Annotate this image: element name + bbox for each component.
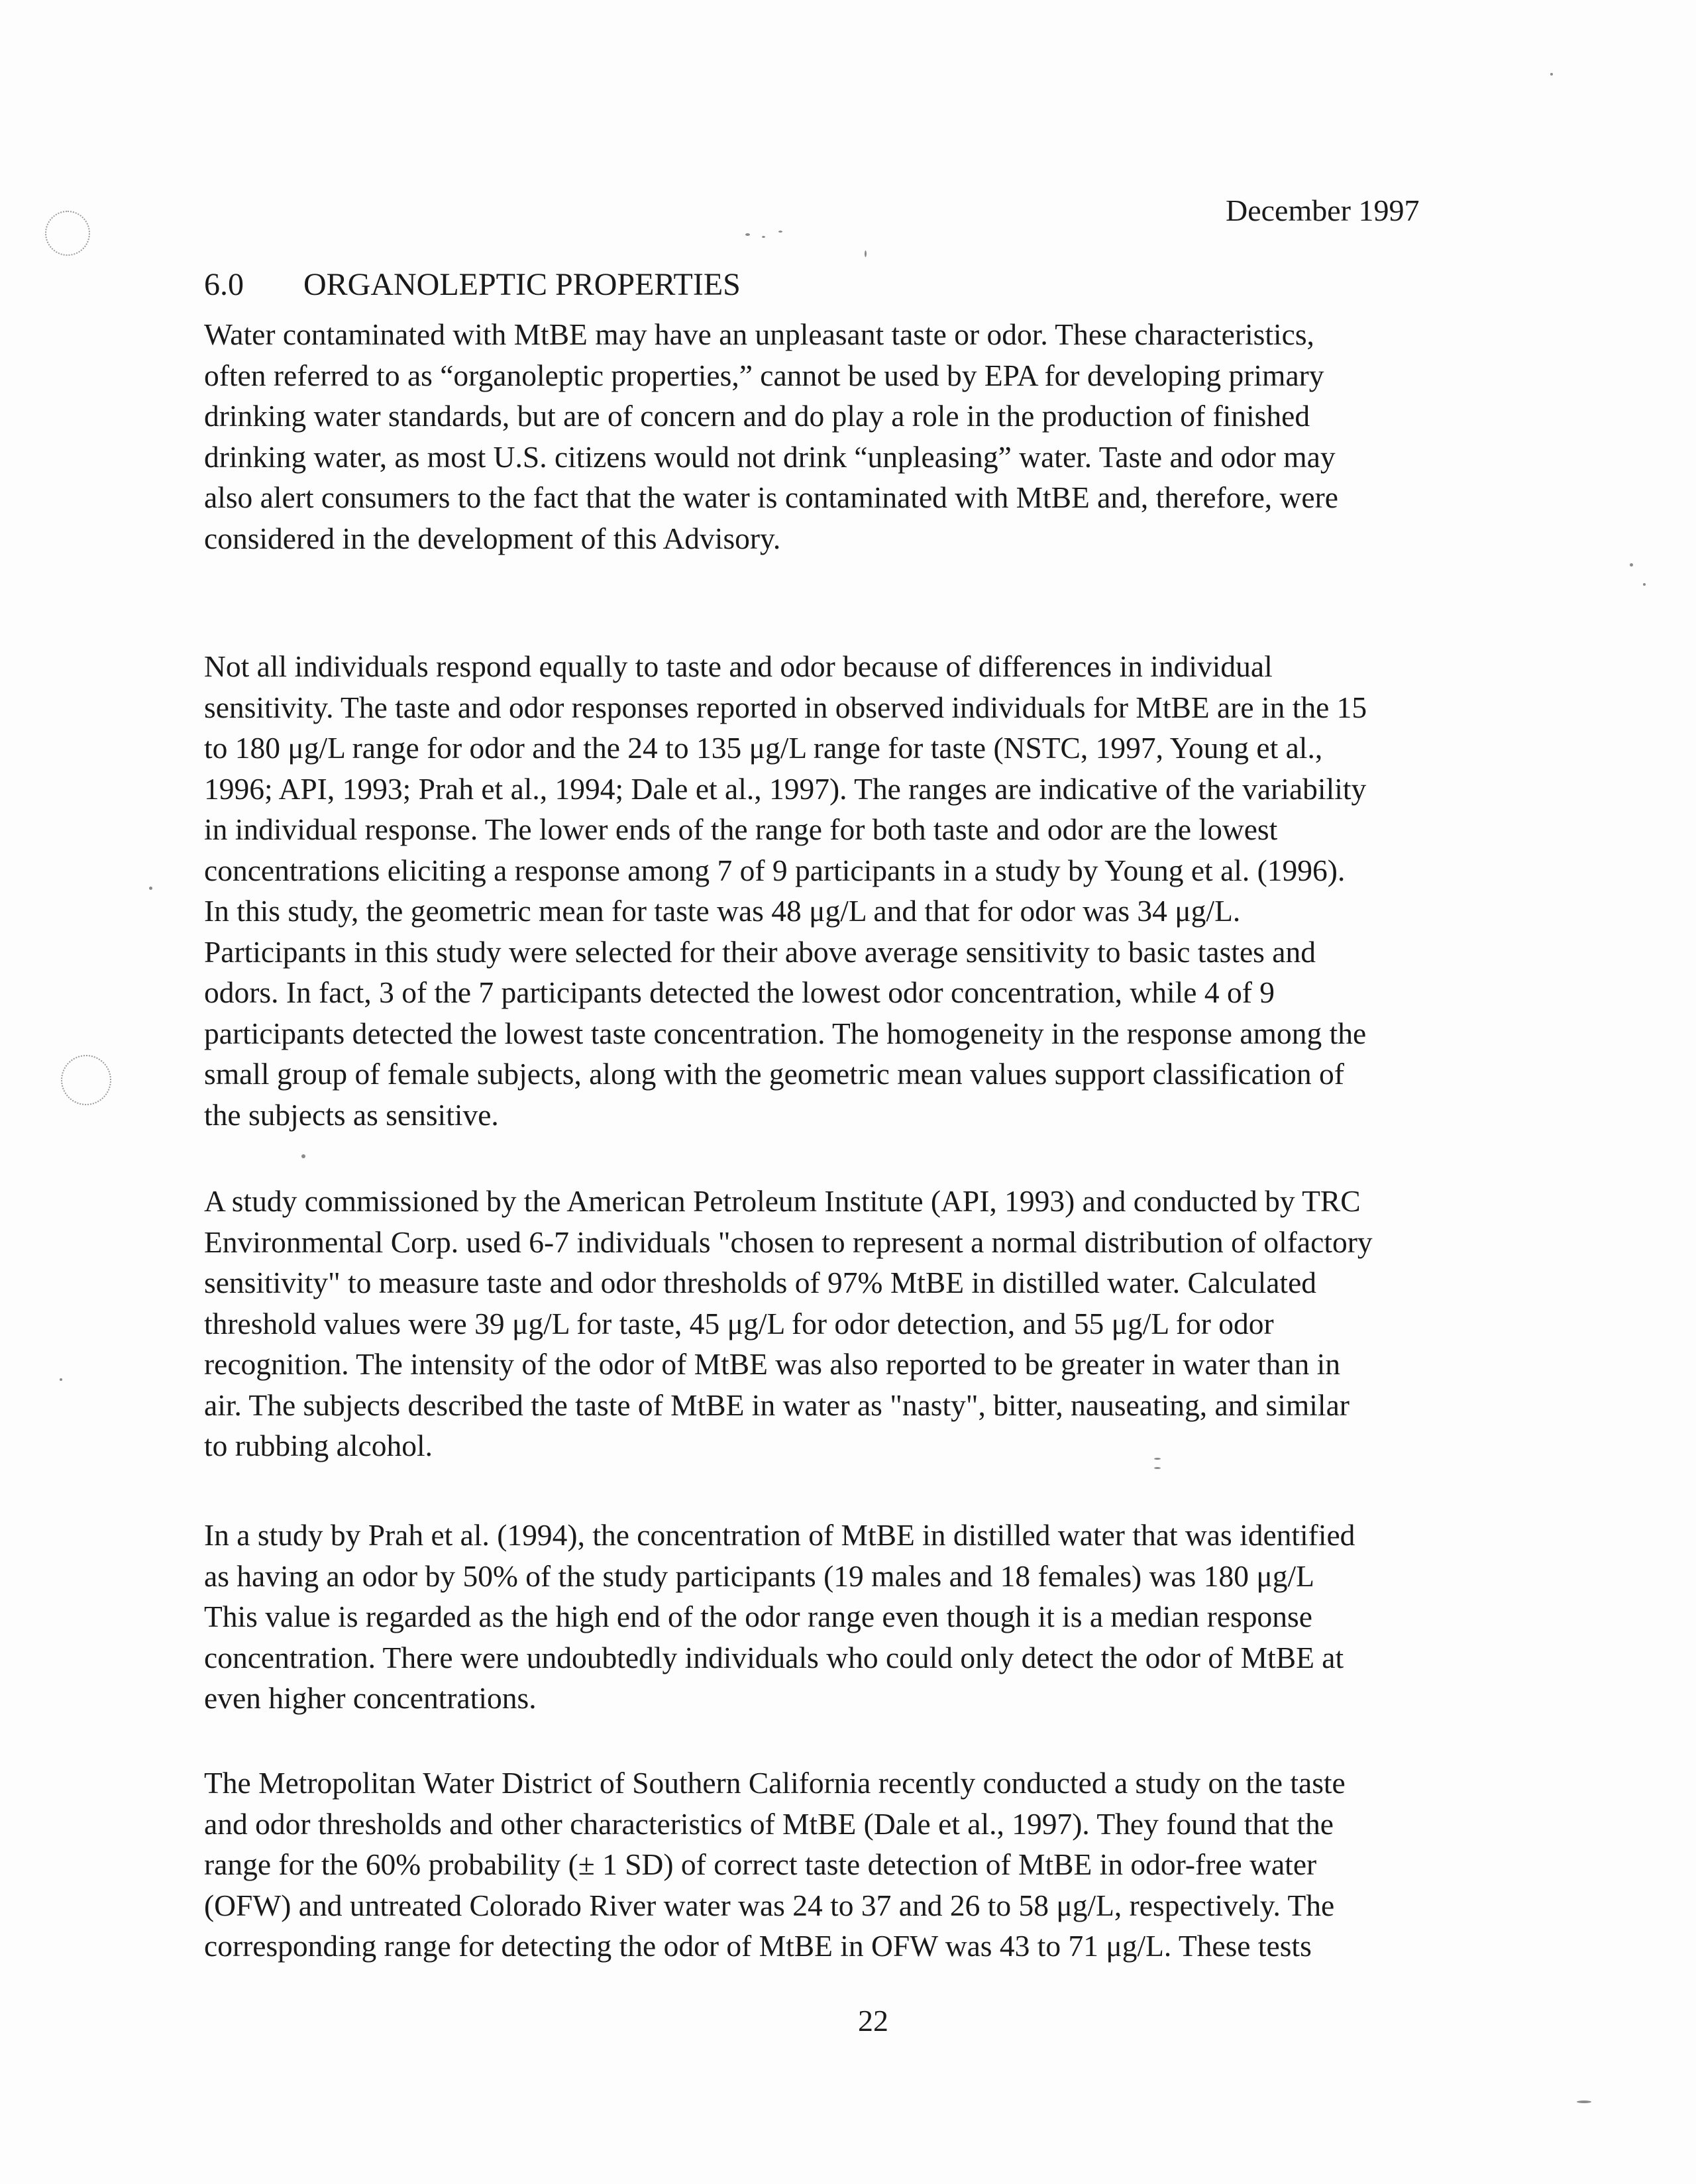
text-line: Not all individuals respond equally to taste and odor because of differences in individual [204,649,1273,683]
text-line: In this study, the geometric mean for taste was 48 μg/L and that for odor was 34 μg/L. [204,894,1241,928]
text-line: as having an odor by 50% of the study participants (19 males and 18 females) was 180 μg/L [204,1558,1314,1593]
text-line: in individual response. The lower ends of the range for both taste and odor are the lowest [204,812,1278,846]
text-line: often referred to as “organoleptic properties,” cannot be used by EPA for developing primary [204,358,1324,392]
text-line: drinking water standards, but are of concern and do play a role in the production of finished [204,399,1310,433]
page-number: 22 [858,2004,888,2038]
paragraph-api-study [204,1181,1373,1466]
scan-speck [149,887,152,890]
text-line: A study commissioned by the American Petroleum Institute (API, 1993) and conducted by TRC [204,1184,1361,1218]
punch-hole-mark [61,1055,111,1105]
scan-speck [762,236,765,238]
scan-speck [1630,563,1633,567]
section-number: 6.0 [204,267,244,302]
scan-speck [865,250,867,257]
section-heading [204,265,741,305]
text-line: concentration. There were undoubtedly individuals who could only detect the odor of MtBE at [204,1640,1344,1674]
text-line: Water contaminated with MtBE may have an unpleasant taste or odor. These characteristics, [204,317,1314,351]
text-line: the subjects as sensitive. [204,1097,499,1132]
paragraph-metropolitan-study [204,1763,1346,1967]
text-line: concentrations eliciting a response among 7 of 9 participants in a study by Young et al. (1996). [204,853,1346,887]
text-line: sensitivity. The taste and odor responses reported in observed individuals for MtBE are in the 15 [204,690,1367,724]
text-line: recognition. The intensity of the odor of MtBE was also reported to be greater in water than in [204,1347,1341,1381]
text-line: (OFW) and untreated Colorado River water was 24 to 37 and 26 to 58 μg/L, respectively. The [204,1888,1335,1922]
text-line: odors. In fact, 3 of the 7 participants detected the lowest odor concentration, while 4 of 9 [204,975,1275,1009]
scan-speck [1550,73,1553,76]
text-line: In a study by Prah et al. (1994), the concentration of MtBE in distilled water that was identified [204,1518,1355,1552]
text-line: Participants in this study were selected for their above average sensitivity to basic tastes and [204,934,1316,969]
scan-speck [745,233,750,236]
text-line: threshold values were 39 μg/L for taste, 45 μg/L for odor detection, and 55 μg/L for odor [204,1306,1274,1340]
text-line: also alert consumers to the fact that the water is contaminated with MtBE and, therefore, were [204,480,1338,514]
text-line: drinking water, as most U.S. citizens would not drink “unpleasing” water. Taste and odor may [204,439,1336,474]
text-line: range for the 60% probability (± 1 SD) of correct taste detection of MtBE in odor-free water [204,1847,1317,1881]
section-title: ORGANOLEPTIC PROPERTIES [303,267,741,302]
text-line: participants detected the lowest taste concentration. The homogeneity in the response among the [204,1016,1367,1050]
text-line: to rubbing alcohol. [204,1429,433,1462]
text-line: air. The subjects described the taste of MtBE in water as "nasty", bitter, nauseating, and similar [204,1388,1350,1422]
paragraph-organoleptic-intro [204,314,1338,559]
paragraph-individual-sensitivity [204,646,1367,1135]
scan-speck [301,1154,305,1158]
scan-speck [1577,2101,1591,2103]
text-line: Environmental Corp. used 6-7 individuals "chosen to represent a normal distribution of olfactory [204,1225,1373,1259]
scan-speck [60,1378,62,1381]
text-line: 1996; API, 1993; Prah et al., 1994; Dale et al., 1997). The ranges are indicative of the variability [204,771,1367,806]
text-line: and odor thresholds and other characteristics of MtBE (Dale et al., 1997). They found that the [204,1806,1334,1841]
text-line: The Metropolitan Water District of Southern California recently conducted a study on the taste [204,1766,1346,1800]
text-line: This value is regarded as the high end of the odor range even though it is a median response [204,1600,1312,1633]
text-line: even higher concentrations. [204,1681,537,1715]
text-line: small group of female subjects, along with the geometric mean values support classification of [204,1057,1344,1091]
text-line: to 180 μg/L range for odor and the 24 to 135 μg/L range for taste (NSTC, 1997, Young et al., [204,731,1323,765]
text-line: considered in the development of this Advisory. [204,521,781,555]
punch-hole-mark [45,211,90,256]
scan-speck [1643,583,1646,586]
text-line: sensitivity" to measure taste and odor thresholds of 97% MtBE in distilled water. Calculated [204,1266,1317,1299]
scan-speck [778,231,782,233]
scan-speck [1154,1467,1161,1469]
paragraph-prah-study [204,1515,1355,1719]
text-line: corresponding range for detecting the odor of MtBE in OFW was 43 to 71 μg/L. These tests [204,1929,1312,1963]
document-date: December 1997 [1226,193,1420,227]
